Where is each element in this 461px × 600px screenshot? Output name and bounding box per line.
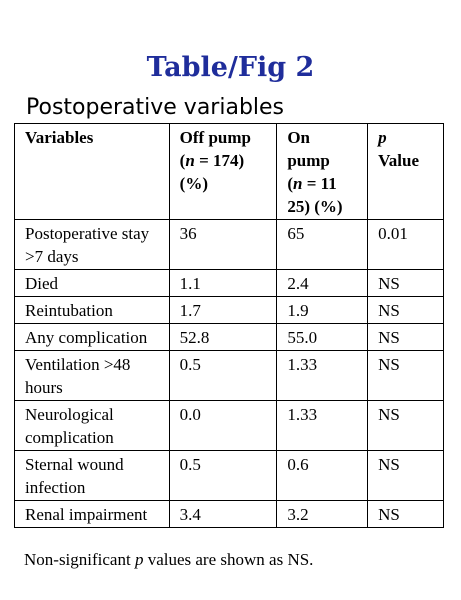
cell-p-value: NS <box>368 451 444 501</box>
cell-p-value: NS <box>368 351 444 401</box>
table-subtitle: Postoperative variables <box>26 95 285 120</box>
cell-on-pump: 0.6 <box>277 451 368 501</box>
cell-variable: Any complication <box>15 324 170 351</box>
table-header-row <box>15 124 444 220</box>
cell-off-pump: 0.0 <box>169 401 277 451</box>
cell-on-pump: 2.4 <box>277 270 368 297</box>
table-row <box>15 297 444 324</box>
cell-off-pump: 36 <box>169 220 277 270</box>
footnote <box>24 550 313 570</box>
cell-off-pump: 52.8 <box>169 324 277 351</box>
table-row <box>15 501 444 528</box>
table-row <box>15 324 444 351</box>
table-row <box>15 351 444 401</box>
cell-off-pump: 1.7 <box>169 297 277 324</box>
footnote-p-symbol: p <box>134 550 144 569</box>
cell-variable: Renal impairment <box>15 501 170 528</box>
header-on-pump-n: n <box>293 174 303 193</box>
cell-on-pump: 65 <box>277 220 368 270</box>
header-variables-label: Variables <box>25 128 94 147</box>
header-off-pump-line1: Off pump <box>179 128 251 147</box>
cell-p-value: 0.01 <box>368 220 444 270</box>
header-on-pump <box>277 124 368 220</box>
cell-variable: Reintubation <box>15 297 170 324</box>
cell-off-pump: 3.4 <box>169 501 277 528</box>
header-on-pump-line2: pump <box>287 151 330 170</box>
table-row <box>15 401 444 451</box>
table-row <box>15 451 444 501</box>
cell-variable: Ventilation >48 hours <box>15 351 170 401</box>
header-off-pump-pct: (%) <box>179 174 208 193</box>
cell-off-pump: 0.5 <box>169 351 277 401</box>
cell-on-pump: 1.33 <box>277 351 368 401</box>
footnote-after: values are shown as NS. <box>143 550 314 569</box>
cell-on-pump: 1.9 <box>277 297 368 324</box>
cell-off-pump: 0.5 <box>169 451 277 501</box>
header-p-symbol: p <box>378 128 387 147</box>
cell-on-pump: 1.33 <box>277 401 368 451</box>
header-off-pump-n-rest: = 174) <box>194 151 245 170</box>
cell-p-value: NS <box>368 501 444 528</box>
page-title: Table/Fig 2 <box>146 52 315 83</box>
header-off-pump-n: n <box>185 151 195 170</box>
cell-variable: Sternal wound infection <box>15 451 170 501</box>
header-variables <box>15 124 170 220</box>
header-on-pump-line1: On <box>287 128 311 147</box>
cell-on-pump: 55.0 <box>277 324 368 351</box>
header-on-pump-line4: 25) (%) <box>287 197 343 216</box>
header-on-pump-n-open: ( <box>287 174 293 193</box>
table-row <box>15 270 444 297</box>
table-row <box>15 220 444 270</box>
cell-p-value: NS <box>368 270 444 297</box>
header-on-pump-n-rest: = 11 <box>302 174 337 193</box>
footnote-before: Non-significant <box>24 550 135 569</box>
cell-variable: Died <box>15 270 170 297</box>
header-p-value-label: Value <box>378 151 420 170</box>
cell-on-pump: 3.2 <box>277 501 368 528</box>
header-p-value <box>368 124 444 220</box>
header-off-pump <box>169 124 277 220</box>
cell-p-value: NS <box>368 297 444 324</box>
cell-p-value: NS <box>368 401 444 451</box>
cell-p-value: NS <box>368 324 444 351</box>
cell-variable: Neurological complication <box>15 401 170 451</box>
cell-variable: Postoperative stay >7 days <box>15 220 170 270</box>
header-off-pump-n-open: ( <box>179 151 186 170</box>
postoperative-variables-table <box>14 123 444 528</box>
cell-off-pump: 1.1 <box>169 270 277 297</box>
